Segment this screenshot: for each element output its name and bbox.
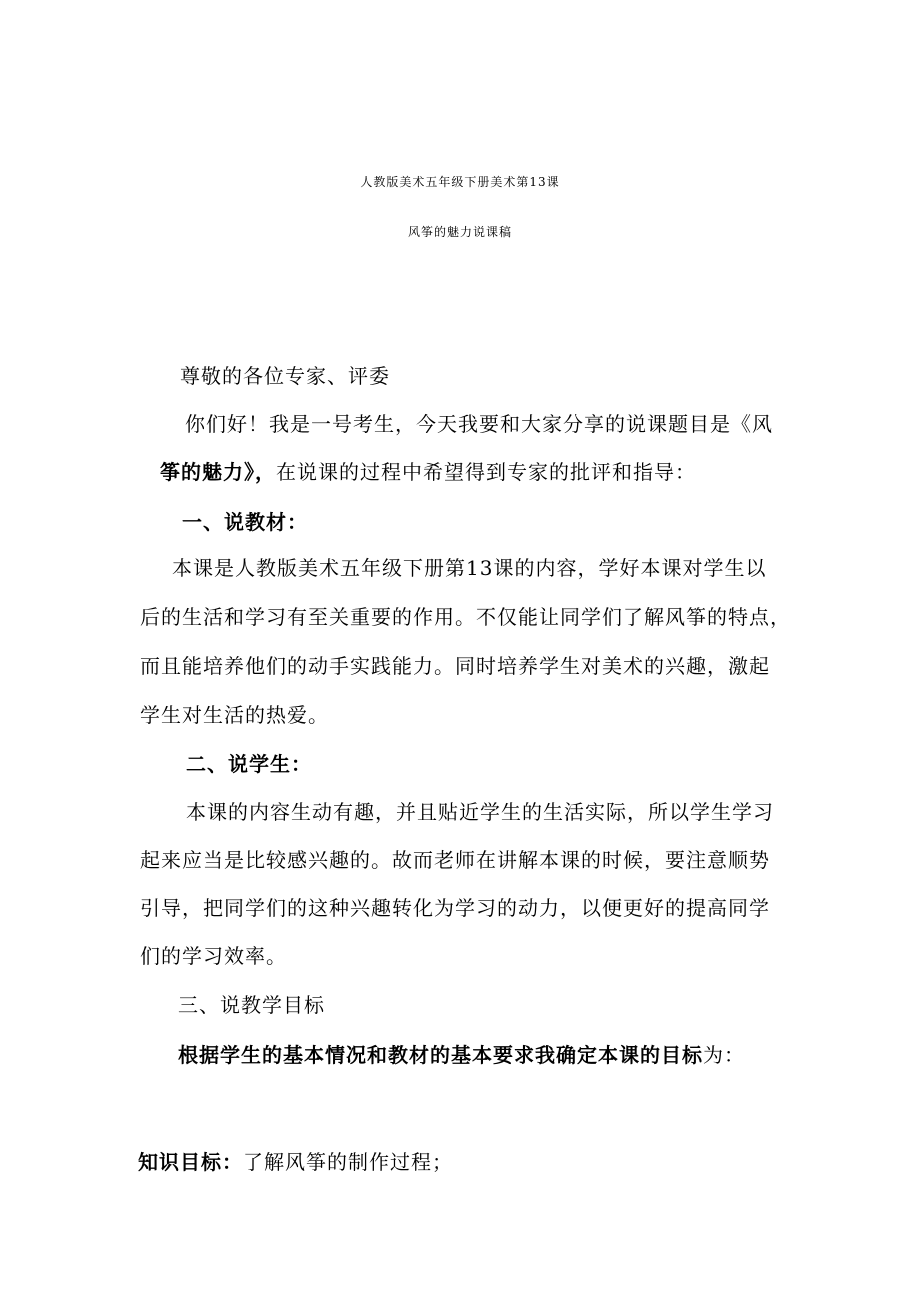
section3-intro-bold: 根据学生的基本情况和教材的基本要求我确定本课的目标 (178, 1043, 703, 1067)
section2-line: 本课的内容生动有趣，并且贴近学生的生活实际，所以学生学习 (186, 800, 774, 824)
knowledge-goal (138, 1150, 453, 1174)
knowledge-goal-label: 知识目标： (138, 1150, 243, 1174)
section1-line: 而且能培养他们的动手实践能力。同时培养学生对美术的兴趣，激起 (140, 654, 770, 678)
section3-heading: 三、说教学目标 (178, 993, 325, 1017)
document-title-line1: 人教版美术五年级下册美术第13课 (360, 175, 560, 189)
section1-line: 学生对生活的热爱。 (140, 703, 329, 727)
section1-heading: 一、说教材： (182, 510, 308, 534)
intro-lesson-title: 筝的魅力》， (160, 460, 276, 484)
intro-line1: 你们好！我是一号考生，今天我要和大家分享的说课题目是《风 (185, 412, 773, 436)
document-title-line2: 风筝的魅力说课稿 (407, 225, 512, 239)
section2-heading: 二、说学生： (186, 752, 312, 776)
intro-line2-rest: 在说课的过程中希望得到专家的批评和指导： (276, 460, 696, 484)
section3-intro-rest: 为： (703, 1043, 745, 1067)
greeting-text: 尊敬的各位专家、评委 (180, 364, 390, 388)
section2-line: 们的学习效率。 (140, 944, 287, 968)
section1-line: 本课是人教版美术五年级下册第13课的内容，学好本课对学生以 (172, 556, 767, 580)
knowledge-goal-text: 了解风筝的制作过程； (243, 1150, 453, 1174)
section2-line: 引导，把同学们的这种兴趣转化为学习的动力，以便更好的提高同学 (140, 896, 770, 920)
section2-line: 起来应当是比较感兴趣的。故而老师在讲解本课的时候，要注意顺势 (140, 848, 770, 872)
section1-line: 后的生活和学习有至关重要的作用。不仅能让同学们了解风筝的特点， (140, 605, 791, 629)
intro-line2 (160, 460, 696, 484)
section3-intro (178, 1043, 745, 1067)
